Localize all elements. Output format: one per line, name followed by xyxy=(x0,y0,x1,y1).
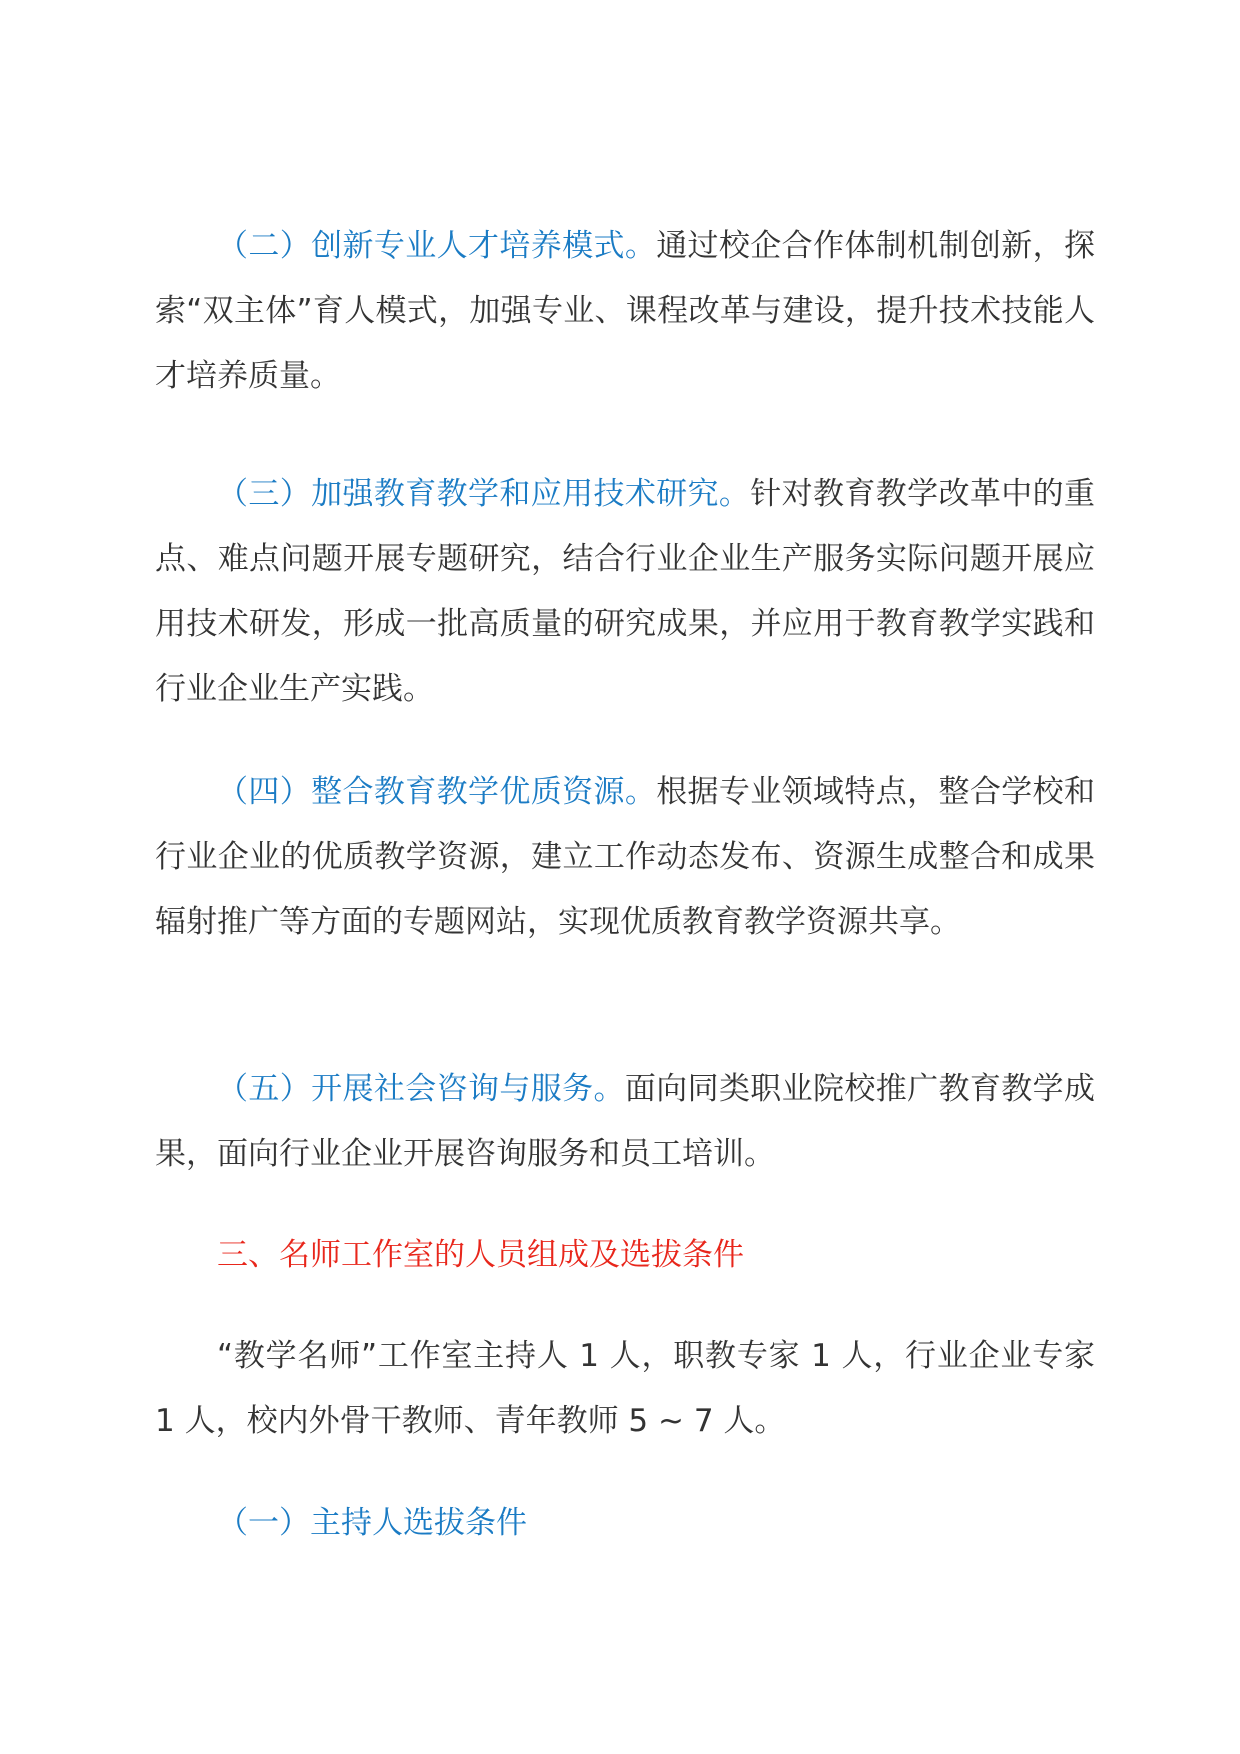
section-body: “教学名师”工作室主持人 1 人，职教专家 1 人，行业企业专家 1 人，校内外骨干教师、青年教师 5 ~ 7 人。 xyxy=(155,1338,1095,1439)
paragraph-heading: （五）开展社会咨询与服务。 xyxy=(217,1071,625,1107)
paragraph-heading: （三）加强教育教学和应用技术研究。 xyxy=(217,476,751,512)
paragraph-body: 根据专业领域特点，整合学校和行业企业的优质教学资源，建立工作动态发布、资源生成整合和成果辐射推广等方面的专题网站，实现优质教育教学资源共享。 xyxy=(155,774,1096,940)
paragraph-2 xyxy=(155,214,1095,409)
paragraph-body: 针对教育教学改革中的重点、难点问题开展专题研究，结合行业企业生产服务实际问题开展应用技术研发，形成一批高质量的研究成果，并应用于教育教学实践和行业企业生产实践。 xyxy=(155,476,1095,707)
paragraph-3 xyxy=(155,462,1095,722)
paragraph-4 xyxy=(155,760,1095,955)
section-title: 三、名师工作室的人员组成及选拔条件 xyxy=(217,1237,744,1273)
sub-heading: （一）主持人选拔条件 xyxy=(217,1505,527,1541)
paragraph-body: 面向同类职业院校推广教育教学成果，面向行业企业开展咨询服务和员工培训。 xyxy=(155,1071,1096,1172)
paragraph-heading: （二）创新专业人才培养模式。 xyxy=(217,228,657,264)
paragraph-5 xyxy=(155,1057,1095,1187)
paragraph-body: 通过校企合作体制机制创新，探索“双主体”育人模式，加强专业、课程改革与建设，提升技术技能人才培养质量。 xyxy=(155,228,1096,394)
paragraph-heading: （四）整合教育教学优质资源。 xyxy=(217,774,657,810)
